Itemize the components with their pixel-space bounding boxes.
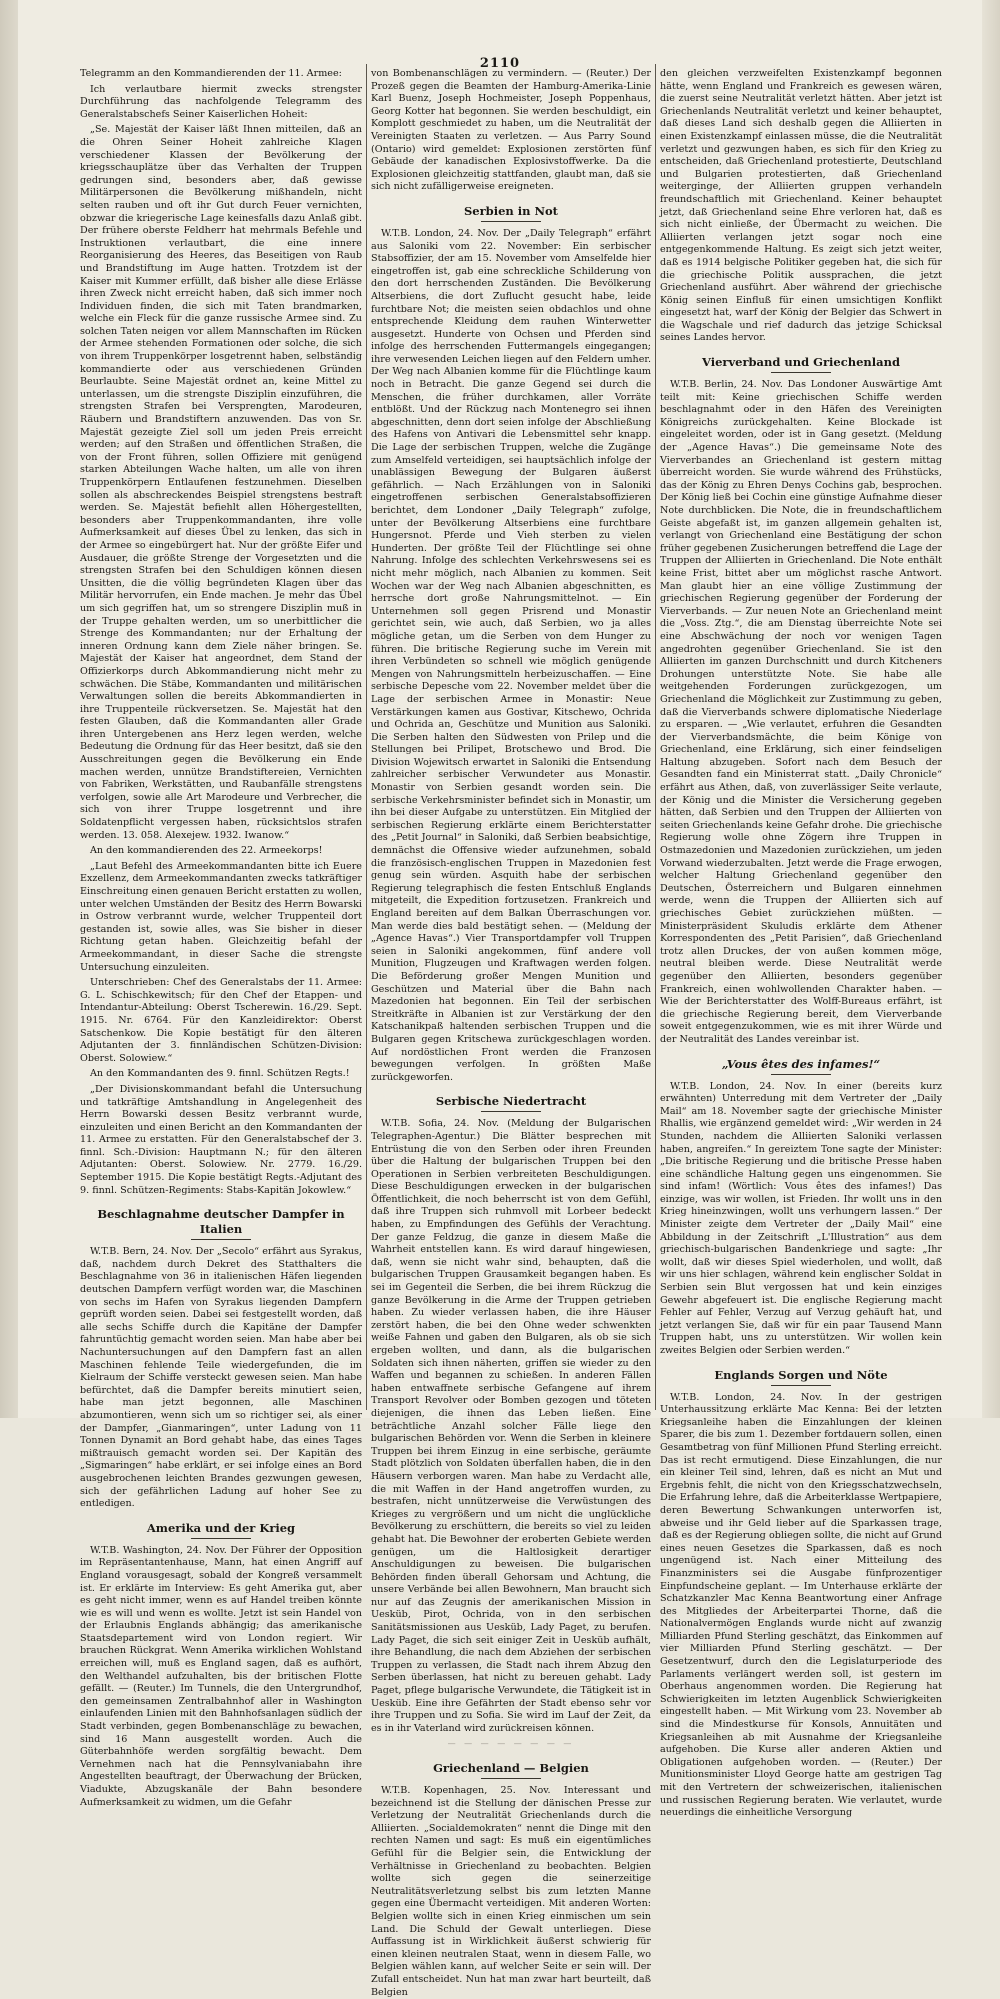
article-text: W.T.B. Washington, 24. Nov. Der Führer der Opposition im Repräsentantenhause, Mann, hat einen Angriff auf England vorausgesagt, sobald der Kongreß versammelt ist. Er erklärte im Interview: Es geht Amerika gut, aber es geht nicht immer, wenn es auf Handel treiben könnte wie es will und wenn es wollte. Jetzt ist sein Handel von der Erlaubnis Englands abhängig; das amerikanische Staatsdepartement wird von London regiert. Wir brauchen Rückgrat. Wenn Amerika wirklichen Wohlstand erreichen will, muß es England sagen, daß es aufhört, den Welthandel aufzuhalten, bis der britischen Flotte gefällt. — (Reuter.) Im Tunnels, die den Untergrundhof, den gemeinsamen Zentralbahnhof aller in Washington einlaufenden Linien mit den Bahnhofsanlagen südlich der Stadt verbinden, gegen Bombenanschläge zu bewachen, sind 16 Mann ausgestellt worden. Auch die Güterbahnhöfe werden sorgfältig bewacht. Dem Vernehmen nach hat die Pennsylvaniabahn ihre Angestellten beauftragt, der Überwachung der Brücken, Viadukte, Abzugskanäle der Bahn besondere Aufmerksamkeit zu widmen, um die Gefahr xyxy=(80,1544,362,1808)
article-text: den gleichen verzweifelten Existenzkampf begonnen hätte, wenn England und Frankreich es gewesen wären, die zuerst seine Neutralität verletzt hätten. Aber jetzt ist Griechenlands Neutralität verletzt und keiner behauptet, daß dieses Land sich deshalb gegen die Alliierten in einen Existenzkampf einlassen müsse, die die Neutralität verletzt und gezwungen haben, es sich für den Krieg zu entscheiden, daß Griechenland protestierte, Deutschland und Bulgarien protestierten, daß Griechenland weiterginge, der Alliierten gruppen verhandeln freundschaftlich mit Griechenland. Keiner behauptet jetzt, daß Griechenland seine Ehre verloren hat, daß es sich nicht einließe, der Übermacht zu weichen. Die Alliierten verlangen jetzt sogar noch eine entgegenkommende Haltung. Es zeigt sich jetzt weiter, daß es 1914 belgische Politiker gegeben hat, die sich für die griechische Politik aussprachen, die jetzt Griechenland ausführt. Aber während der griechische König seinen Einfluß für einen umsichtigen Konflikt eingesetzt hat, warf der König der Belgier das Schwert in die Wagschale und rief dadurch das jetzige Schicksal seines Landes hervor. xyxy=(660,68,942,344)
article-headline: Amerika und der Krieg xyxy=(146,1520,296,1535)
article-text: „Se. Majestät der Kaiser läßt Ihnen mitteilen, daß an die Ohren Seiner Hoheit zahlreiche Klagen verschiedener Klassen der Bevölkerung der kriegsschauplätze über das Verhalten der Truppen gedrungen sind, besonders aber, daß gewisse Militärpersonen die Bevölkerung mißhandeln, nicht selten rauben und oft ihr Gut durch Feuer vernichten, obzwar die kriegerische Lage keinesfalls dazu Anlaß gibt. Der frühere oberste Feldherr hat mehrmals Befehle und Instruktionen verlautbart, die eine innere Reorganisierung des Heeres, das Beseitigen von Raub und Brandstiftung im Auge hatten. Trotzdem ist der Kaiser mit Kummer erfüllt, daß bisher alle diese Erlässe ihren Zweck nicht erreicht haben, daß sich immer noch Individuen finden, die sich mit Taten brandmarken, welche ein Fleck für die ganze russische Armee sind. Zu solchen Taten neigen vor allem Mannschaften im Rücken der Armee stehenden Formationen oder solche, die sich von ihrem Truppenkörper losgetrennt haben, selbständig kommandierte oder aus verschiedenen Gründen Beurlaubte. Seine Majestät ordnet an, keine Mittel zu unterlassen, um die strengste Disziplin einzuführen, die strengsten Strafen bei Versprengten, Marodeuren, Räubern und Brandstiftern anzuwenden. Das von Sr. Majestät gezeigte Ziel soll um jeden Preis erreicht werden; auf den Straßen und öffentlichen Straßen, die von der Front führen, sollen Offiziere mit genügend starken Abteilungen Wache halten, um alle von ihren Truppenkörpern Entlaufenen festzunehmen. Dieselben sollen als abschreckendes Beispiel strengstens bestraft werden. Se. Majestät befiehlt allen Höhergestellten, besonders aber Truppenkommandanten, ihre volle Aufmerksamkeit auf dieses Übel zu lenken, das sich in der Armee so eingebürgert hat. Nur der größte Eifer und Ausdauer, die größte Strenge der Vorgesetzten und die strengsten Strafen bei den Schuldigen können diesen Unsitten, die die völlig begründeten Klagen über das Militär hervorrufen, ein Ende machen. Je mehr das Übel um sich gegriffen hat, um so strengere Disziplin muß in der Truppe gehalten werden, um so unerbittlicher die Strenge des Kommandanten; nur der Erhaltung der inneren Ordnung kann dem Ziele näher bringen. Se. Majestät der Kaiser hat angeordnet, dem Stand der Offizierkorps durch Abkommandierung nicht mehr zu schwächen. Die Stäbe, Kommandanten und militärischen Verwaltungen sollen die bereits Abkommandierten in ihre Truppenteile rückversetzen. Se. Majestät hat den festen Glauben, daß die Kommandanten aller Grade ihren Untergebenen ans Herz legen werden, welche Bedeutung die Ordnung für das Heer besitzt, daß sie den Ausschreitungen gegen die Bevölkerung ein Ende machen werden, unnütze Brandstiftereien, Vernichten von Fabriken, Werkstätten, und Raubanfälle strengstens verfolgen, sowie alle Art Marodeure und Verbrecher, die sich von ihrer Truppe losgetrennt und ihre Soldatenpflicht vergessen haben, rücksichtslos strafen werden. 13. 058. Alexejew. 1932. Iwanow.“ xyxy=(80,124,362,841)
article-headline: Beschlagnahme deutscher Dampfer in Italien xyxy=(97,1207,345,1237)
column-rule xyxy=(366,64,367,1410)
article-text: „Der Divisionskommandant befahl die Untersuchung und tatkräftige Amtshandlung in Angelegenheit des Herrn Bowarski dessen Besitz verbrannt wurde, einzuleiten und einen Bericht an den Kommandanten der 11. Armee zu erstatten. Für den Generalstabschef der 3. finnl. Sch.-Division: Hauptmann N.; für den älteren Adjutanten: Oberst. Solowiew. Nr. 2779. 16./29. September 1915. Die Kopie bestätigt Regts.-Adjutant des 9. finnl. Schützen-Regiments: Stabs-Kapitän Jokowlew.“ xyxy=(80,1083,362,1196)
column-2 xyxy=(371,68,651,1998)
column-1 xyxy=(80,68,362,1808)
article-text: Telegramm an den Kommandierenden der 11. Armee: xyxy=(80,68,342,79)
article-text: An den kommandierenden des 22. Armeekorps! xyxy=(90,845,323,857)
article-text: An den Kommandanten des 9. finnl. Schützen Regts.! xyxy=(90,1068,350,1080)
headline-rule xyxy=(771,372,831,373)
headline-rule xyxy=(481,1778,541,1779)
headline-rule xyxy=(191,1538,251,1539)
article-text: W.T.B. London, 24. Nov. In einer (bereits kurz erwähnten) Unterredung mit dem Vertreter der „Daily Mail“ am 18. November sagte der griechische Minister Rhallis, wie ergänzend gemeldet wird: „Wir werden in 24 Stunden, nachdem die Alliierten Saloniki verlassen haben, angreifen.“ In gereiztem Tone sagte der Minister: „Die britische Regierung und die britische Presse haben eine schändliche Haltung gegen uns eingenommen. Sie sind infam! (Wörtlich: Vous êtes des infames!) Das einzige, was wir wollen, ist Frieden. Ihr wollt uns in den Krieg hineinzwingen, wollt uns verhungern lassen.“ Der Minister zeigte dem Vertreter der „Daily Mail“ eine Abbildung in der Zeitschrift „L'Illustration“ aus dem griechisch-bulgarischen Bandenkriege und sagte: „Ihr wollt, daß wir dieses Spiel wiederholen, und wollt, daß wir uns hier schlagen, während kein englischer Soldat in Serbien sein Blut vergossen hat und kein einziges Gewehr abgefeuert ist. Die englische Regierung macht Fehler auf Fehler, Verzug auf Verzug gehäuft hat, und jetzt verlangen Sie, daß wir für ein paar Tausend Mann Truppen habt, uns zu unterstützen. Wir wollen kein zweites Belgien oder Serbien werden.“ xyxy=(660,1080,942,1356)
article-text: W.T.B. Sofia, 24. Nov. (Meldung der Bulgarischen Telegraphen-Agentur.) Die Blätter besprechen mit Entrüstung die von den Serben oder ihren Freunden über die Haltung der bulgarischen Truppen bei den Operationen in Serbien verbreiteten Beschuldigungen. Diese Beschuldigungen erwecken in der bulgarischen Öffentlichkeit, die noch beherrscht ist von dem Gefühl, daß ihre Truppen sich ruhmvoll mit Lorbeer bedeckt haben, zu Empfindungen des Gefühls der Verachtung. Der ganze Feldzug, die ganze in diesem Maße die Wahrheit entstellen kann. Es wird darauf hingewiesen, daß, wenn sie nicht wahr sind, behaupten, daß die bulgarischen Truppen Grausamkeit begangen haben. Es sei im Gegenteil die Serben, die bei ihrem Rückzug die ganze Bevölkerung in die Arme der Truppen getrieben haben. Zu wieder verlassen haben, die ihre Häuser zerstört haben, die bei den Ohne weder schwenkten weiße Fahnen und gaben den Bulgaren, als ob sie sich ergeben wollten, und dann, als die bulgarischen Soldaten sich ihnen näherten, griffen sie wieder zu den Waffen und begannen zu schießen. In anderen Fällen haben entwaffnete serbische Gefangene auf ihrem Transport Revolver oder Bomben gezogen und töteten diejenigen, die ihnen das Leben ließen. Eine beträchtliche Anzahl solcher Fälle liege den bulgarischen Behörden vor. Wenn die Serben in kleinere Truppen bei ihrem Einzug in eine serbische, geräumte Stadt plötzlich von Soldaten überfallen haben, die in den Häusern verborgen waren. Man habe zu Verdacht alle, die mit Waffen in der Hand angetroffen wurden, zu bestrafen, nicht unnützerweise die Verwüstungen des Krieges zu vergrößern und um nicht die unglückliche Bevölkerung zu erschüttern, die bereits so viel zu leiden gehabt hat. Die Bewohner der eroberten Gebiete werden genügen, um die Haltlosigkeit derartiger Anschuldigungen zu beweisen. Die bulgarischen Behörden finden überall Gehorsam und Achtung, die unsere Verbände bei allen Bewohnern, Man braucht sich nur auf das Zeugnis der amerikanischen Mission in Uesküb, Pirot, Ochrida, von in den serbischen Sanitätsmissionen aus Uesküb, Lady Paget, zu berufen. Lady Paget, die sich seit einiger Zeit in Uesküb aufhält, ihre Behandlung, die nach dem Abziehen der serbischen Truppen zu verlassen, die Stadt nach ihrem Abzug den Serben überlassen, hat nicht zu bereuen gehabt. Lady Paget, pflege bulgarische Verwundete, die Tätigkeit ist in Uesküb. Eine ihre Gefährten der Stadt ebenso sehr vor ihre Truppen und zu Sofia. Sie wird im Lauf der Zeit, da es in ihr Vaterland wird zurückreisen können. xyxy=(371,1118,651,1734)
article-text: von Bombenanschlägen zu vermindern. — (Reuter.) Der Prozeß gegen die Beamten der Hamburg-Amerika-Linie Karl Buenz, Joseph Hochmeister, Joseph Poppenhaus, Georg Kotter hat begonnen. Sie werden beschuldigt, ein Komplott geschmiedet zu haben, um die Neutralität der Vereinigten Staaten zu verletzen. — Aus Parry Sound (Ontario) wird gemeldet: Explosionen zerstörten fünf Gebäude der kanadischen Explosivstoffwerke. Da die Explosionen gleichzeitig stattfanden, glaubt man, daß sie sich nicht zufälligerweise ereigneten. xyxy=(371,68,651,193)
article-text: W.T.B. London, 24. Nov. Der „Daily Telegraph“ erfährt aus Saloniki vom 22. November: Ein serbischer Stabsoffizier, der am 15. November vom Amselfelde hier eingetroffen ist, gab eine schreckliche Schilderung von den dort herrschenden Zuständen. Die Bevölkerung Altserbiens, die dort Zuflucht gesucht habe, leide furchtbare Not; die meisten seien obdachlos und ohne entsprechende Kleidung dem rauhen Winterwetter ausgesetzt. Hunderte von Ochsen und Pferden sind infolge des herrschenden Futtermangels eingegangen; ihre verwesenden Leichen liegen auf den Feldern umher. Der Weg nach Albanien komme für die Flüchtlinge kaum noch in Betracht. Die ganze Gegend sei durch die Menschen, die früher durchkamen, aller Vorräte entblößt. Und der Rückzug nach Montenegro sei ihnen abgeschnitten, denn dort seien infolge der Abschließung des Hafens von Antivari die Lebensmittel sehr knapp. Die Lage der serbischen Truppen, welche die Zugänge zum Amselfeld verteidigen, sei hauptsächlich infolge der unablässigen Bewegung der Bulgaren äußerst gefährlich. — Nach Erzählungen von in Saloniki eingetroffenen serbischen Generalstabsoffizieren berichtet, dem Londoner „Daily Telegraph“ zufolge, unter der Bevölkerung Altserbiens eine furchtbare Hungersnot. Pferde und Vieh sterben zu vielen Hunderten. Der größte Teil der Flüchtlinge sei ohne Nahrung. Infolge des schlechten Verkehrswesens sei es nicht mehr möglich, nach Albanien zu kommen. Seit Wochen war der Weg nach Albanien abgeschnitten, es herrsche dort große Nahrungsmittelnot. — Ein Unternehmen soll gegen Prisrend und Monastir gerichtet sein, wie auch, daß Serbien, wo ja alles mögliche getan, um die Serben von dem Hunger zu führen. Die britische Regierung suche im Verein mit ihren Verbündeten so schnell wie möglich genügende Mengen von Nahrungsmitteln herbeizuschaffen. — Eine serbische Depesche vom 22. November meldet über die Lage der serbischen Armee in Monastir: Neue Verstärkungen kamen aus Gostivar, Kitschewo, Ochrida und Ochrida an, Geschütze und Munition aus Saloniki. Die Serben halten den Südwesten von Prilep und die Stellungen bei Prilipet, Brotschewo und Brod. Die Division Wojewitsch erwartet in Saloniki die Entsendung zahlreicher serbischer Verwundeter aus Monastir. Monastir von Serbien gesandt worden sein. Die serbische Verkehrsminister befindet sich in Monastir, um ihn bei dieser Aufgabe zu unterstützen. Ein Mitglied der serbischen Regierung erklärte einem Berichterstatter des „Petit Journal“ in Saloniki, daß Serbien beabsichtige, demnächst die Offensive wieder aufzunehmen, sobald die französisch-englischen Truppen in Mazedonien fest genug sein würden. Asquith habe der serbischen Regierung telegraphisch die festen Entschluß Englands mitgeteilt, die Expedition fortzusetzen. Frankreich und England bereiten auf dem Balkan Überraschungen vor. Man werde dies bald bestätigt sehen. — (Meldung der „Agence Havas“.) Vier Transportdampfer voll Truppen seien in Saloniki angekommen, fünf andere voll Munition, Flugzeugen und Kraftwagen werden folgen. Die Beförderung großer Mengen Munition und Geschützen und Material über die Bahn nach Mazedonien hat begonnen. Ein Teil der serbischen Streitkräfte in Albanien ist zur Verstärkung der den Katschanikpaß haltenden serbischen Truppen und die Bulgaren gegen Kritschewa zurückgeschlagen worden. Auf nordöstlichen Front werden die Franzosen bewegungen verfolgen. In größten Maße zurückgeworfen. xyxy=(371,227,651,1083)
article-headline: Vierverband und Griechenland xyxy=(701,355,900,370)
headline-rule xyxy=(481,221,541,222)
headline-rule xyxy=(771,1074,831,1075)
article-text: W.T.B. Bern, 24. Nov. Der „Secolo“ erfährt aus Syrakus, daß, nachdem durch Dekret des Statthalters die Beschlagnahme von 36 in italienischen Häfen liegenden deutschen Dampfern verfügt worden war, die Maschinen von sechs im Hafen von Syrakus liegenden Dampfern geprüft worden seien. Dabei sei festgestellt worden, daß alle sechs Schiffe durch die Kapitäne der Dampfer fahruntüchtig gemacht worden seien. Man habe aber bei Nachuntersuchungen auf den Dampfern fast an allen Maschinen fehlende Teile wiedergefunden, die im Kielraum der Schiffe versteckt gewesen seien. Man habe befürchtet, daß die Dampfer bereits minutiert seien, habe man jetzt begonnen, alle Maschinen abzumontieren, wenn sich um so richtiger sei, als einer der Dampfer, „Gianmaringen“, unter Ladung von 11 Tonnen Dynamit an Bord gehabt habe, das eines Tages mißtrauisch gemacht worden sei. Der Kapitän des „Sigmaringen“ habe erklärt, er sei infolge eines an Bord ausgebrochenen leichten Brandes gezwungen gewesen, sich der gefährlichen Ladung auf hoher See zu entledigen. xyxy=(80,1246,362,1510)
headline-rule xyxy=(771,1385,831,1386)
page-number: 2110 xyxy=(479,56,521,71)
column-3 xyxy=(660,68,942,1819)
article-text: „Laut Befehl des Armeekommandanten bitte ich Euere Exzellenz, dem Armeekommandanten zwecks tatkräftiger Einschreitung einen genauen Bericht erstatten zu wollen, unter welchen Umständen der Besitz des Herrn Bowarski in Ostrow verbrannt wurde, welcher Truppenteil dort gestanden ist, sowie alles, was Sie bisher in dieser Richtung getan haben. Gleichzeitig befahl der Armeekommandant, in dieser Sache die strengste Untersuchung einzuleiten. xyxy=(80,860,362,973)
article-headline: Serbische Niedertracht xyxy=(435,1094,587,1109)
headline-rule xyxy=(481,1111,541,1112)
article-text: W.T.B. Berlin, 24. Nov. Das Londoner Auswärtige Amt teilt mit: Keine griechischen Schiffe werden beschlagnahmt oder in den Häfen des Vereinigten Königreichs zurückgehalten. Keine Blockade ist eingeleitet worden, oder ist in Gang gesetzt. (Meldung der „Agence Havas“.) Die gemeinsame Note des Vierverbandes an Griechenland ist gestern mittag überreicht worden. Sie wurde während des Frühstücks, das der König zu Ehren Denys Cochins gab, besprochen. Der König ließ bei Cochin eine günstige Aufnahme dieser Note durchblicken. Die Note, die in freundschaftlichem Geiste abgefaßt ist, im ganzen allgemein gehalten ist, verlangt von Griechenland eine Bestätigung der schon früher gegebenen Zusicherungen betreffend die Lage der Truppen der Alliierten in Griechenland. Die Note enthält keine Frist, bittet aber um möglichst rasche Antwort. Man glaubt hier an eine völlige Zustimmung der griechischen Regierung gegenüber der Forderung der Vierverbands. — Zur neuen Note an Griechenland meint die „Voss. Ztg.“, die am Dienstag überreichte Note sei eine Abschwächung der noch vor wenigen Tagen angedrohten gegenüber Griechenland. Sie ist den Alliierten im ganzen Durchschnitt und durch Kitcheners Drohungen unterstützte Note. Sie habe alle weitgehenden Forderungen zurückgezogen, um Griechenland die Möglichkeit zur Zustimmung zu geben, daß die Vierverbands schwere diplomatische Niederlage zu ersparen. — „Wie verlautet, erfuhren die Gesandten der Vierverbandsmächte, die beim Könige von Griechenland, eine Erklärung, sich einer feindseligen Haltung abzugeben. Sofort nach dem Besuch der Gesandten fand ein Ministerrat statt. „Daily Chronicle“ erfährt aus Athen, daß, von zuverlässiger Seite verlaute, der König und die Minister die Versicherung gegeben hätten, daß Serbien und den Truppen der Alliierten von seiten Griechenlands keine Gefahr drohe. Die griechische Regierung wolle ohne Zögern ihre Truppen in Ostmazedonien und Mazedonien zurückziehen, um jeden Vorwand wiederzubalten. Jetzt werde die Frage erwogen, welcher Haltung Griechenland gegenüber den Deutschen, Österreichern und Bulgaren einnehmen werde, wenn die Truppen der Alliierten sich auf griechisches Gebiet zurückziehen müßten. — Ministerpräsident Skuludis erklärte dem Athener Korrespondenten des „Petit Parisien“, daß Griechenland trotz allen Druckes, der von außen kommen möge, neutral bleiben werde. Diese Neutralität werde gegenüber den Alliierten, besonders gegenüber Frankreich, einen wohlwollenden Charakter haben. — Wie der Berichterstatter des Wolff-Bureaus erfährt, ist die griechische Regierung bereit, dem Vierverbande soweit entgegenzukommen, wie es mit ihrer Würde und der Neutralität des Landes vereinbar ist. xyxy=(660,379,942,1045)
article-text: W.T.B. Kopenhagen, 25. Nov. Interessant und bezeichnend ist die Stellung der dänischen Presse zur Verletzung der Neutralität Griechenlands durch die Alliierten. „Socialdemokraten“ nennt die Dinge mit den rechten Namen und sagt: Es muß ein eigentümliches Gefühl für die Belgier sein, die Entwicklung der Verhältnisse in Griechenland zu beobachten. Belgien wollte sich gegen die seinerzeitige Neutralitätsverletzung selbst bis zum letzten Manne gegen eine Übermacht verteidigen. Mit anderen Worten: Belgien wollte sich in einen Krieg einmischen um sein Land. Die Schuld der Gewalt unterliegen. Diese Auffassung ist in Wirklichkeit äußerst schwierig für einen kleinen neutralen Staat, wenn in diesem Falle, wo Belgien wählen kann, auf welcher Seite er sein will. Der Zufall entscheidet. Nun hat man zwar hart beurteilt, daß Belgien xyxy=(371,1785,651,1998)
article-text: W.T.B. London, 24. Nov. In der gestrigen Unterhaussitzung erklärte Mac Kenna: Bei der letzten Kriegsanleihe haben die Einzahlungen der kleinen Sparer, die bis zum 1. Dezember fortdauern sollen, einen Gesamtbetrag von fünf Millionen Pfund Sterling erreicht. Das ist recht ermutigend. Diese Einzahlungen, die nur ein kleiner Teil sind, lehren, daß es nicht an Mut und Ergebnis fehlt, die nicht von den Kriegsschatzwechseln, Die Erfahrung lehre, daß die Arbeiterklasse Wertpapiere, deren Bewertung Schwankungen unterworfen ist, abweise und ihr Geld lieber auf die Sparkassen trage, daß es der Regierung obliegen sollte, die nicht auf Grund eines neuen Gesetzes die Sparkassen, daß es noch ungenügend ist. Nach einer Mitteilung des Finanzministers sei die Ausgabe fünfprozentiger Einpfundscheine geplant. — Im Unterhause erklärte der Schatzkanzler Mac Kenna Beantwortung einer Anfrage des Mitgliedes der Arbeiterpartei Thorne, daß die Nationalvermögen Englands wurde nicht auf zwanzig Milliarden Pfund Sterling geschätzt, das Einkommen auf vier Milliarden Pfund Sterling geschätzt. — Der Gesetzentwurf, durch den die Legislaturperiode des Parlaments verlängert werden soll, ist gestern im Oberhaus angenommen worden. Die Regierung hat Schwierigkeiten im letzten Augenblick Schwierigkeiten eingestellt haben. — Mit Wirkung vom 23. November ab sind die Mindestkurse für Konsols, Annuitäten und Kriegsanleihen ab mit Ausnahme der Kriegsanleihe aufgehoben. Die Kurse aller anderen Aktien und Obligationen aufgehoben worden. — (Reuter.) Der Munitionsminister Lloyd George hatte am gestrigen Tag mit den Vertretern der schweizerischen, italienischen und russischen Regierung beraten. Wie verlautet, wurde neuerdings die einheitliche Versorgung xyxy=(660,1391,942,1819)
article-headline: Griechenland — Belgien xyxy=(433,1761,589,1775)
headline-rule xyxy=(191,1239,251,1240)
page-edge xyxy=(982,0,1000,1418)
article-text: Ich verlautbare hiermit zwecks strengster Durchführung das nachfolgende Telegramm des Generalstabschefs Seiner Kaiserlichen Hoheit: xyxy=(80,83,362,120)
article-headline: Englands Sorgen und Nöte xyxy=(714,1367,888,1382)
article-headline: „Vous êtes des infames!“ xyxy=(721,1056,881,1071)
faded-stamp: — — — — — — — — xyxy=(447,1739,575,1749)
column-rule xyxy=(655,64,656,1410)
article-text: Unterschrieben: Chef des Generalstabs der 11. Armee: G. L. Schischkewitsch; für den Chef der Etappen- und Intendantur-Abteilung: Oberst Tscherewin. 16./29. Sept. 1915. Nr. 6764. Für den Kanzleidirektor: Oberst Satschenkow. Die Kopie bestätigt für den älteren Adjutanten der 3. finnländischen Schützen-Division: Oberst. Solowiew.“ xyxy=(80,977,362,1064)
article-headline: Serbien in Not xyxy=(464,203,558,218)
